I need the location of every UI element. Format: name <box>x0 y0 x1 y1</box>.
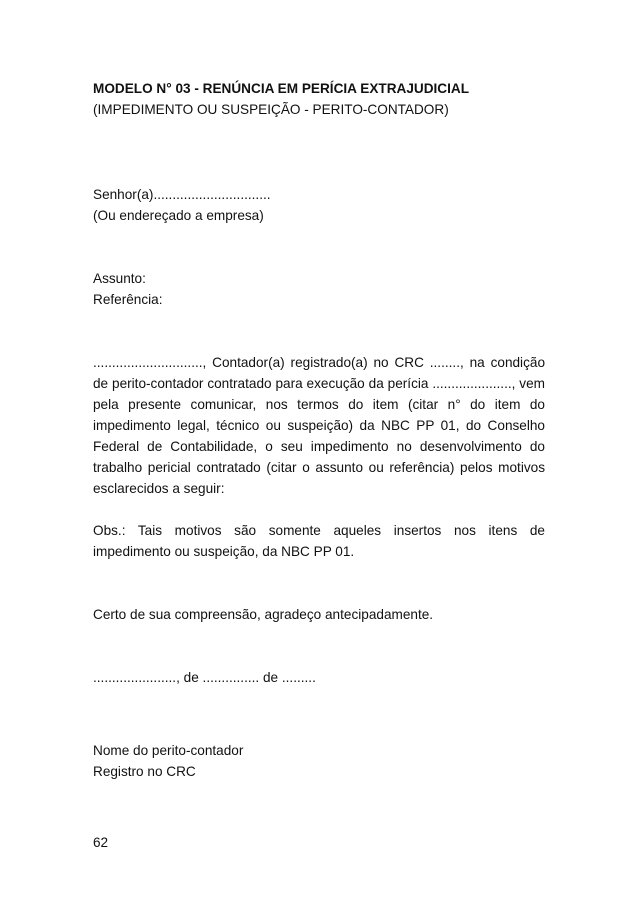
observation-paragraph: Obs.: Tais motivos são somente aqueles insertos nos itens de impedimento ou suspeição, da NBC PP 01. <box>93 523 545 559</box>
main-paragraph: ............................., Contador(a) registrado(a) no CRC ........, na condição de perito-contador contratado para execução da perícia ....................., vem pela presente comunicar, nos termos do item (citar n° do item do impedimento legal, técnico ou suspeição) da NBC PP 01, do Conselho Federal de Contabilidade, o seu impedimento no desenvolvimento do trabalho pericial contratado (citar o assunto ou referência) pelos motivos esclarecidos a seguir: <box>93 355 545 496</box>
signature-name: Nome do perito-contador <box>93 743 244 758</box>
signature-registration: Registro no CRC <box>93 764 196 779</box>
addressee-note: (Ou endereçado a empresa) <box>93 208 264 223</box>
document-page <box>93 78 545 782</box>
document-subtitle: (IMPEDIMENTO OU SUSPEIÇÃO - PERITO-CONTADOR) <box>93 102 449 117</box>
date-line: ......................, de ............... de ......... <box>93 670 316 685</box>
reference-label: Referência: <box>93 292 163 307</box>
page-number: 62 <box>93 835 109 850</box>
subject-label: Assunto: <box>93 271 146 286</box>
document-title: MODELO N° 03 - RENÚNCIA EM PERÍCIA EXTRAJUDICIAL <box>93 81 470 96</box>
closing-sentence: Certo de sua compreensão, agradeço antecipadamente. <box>93 607 434 622</box>
addressee-line: Senhor(a)............................... <box>93 187 271 202</box>
